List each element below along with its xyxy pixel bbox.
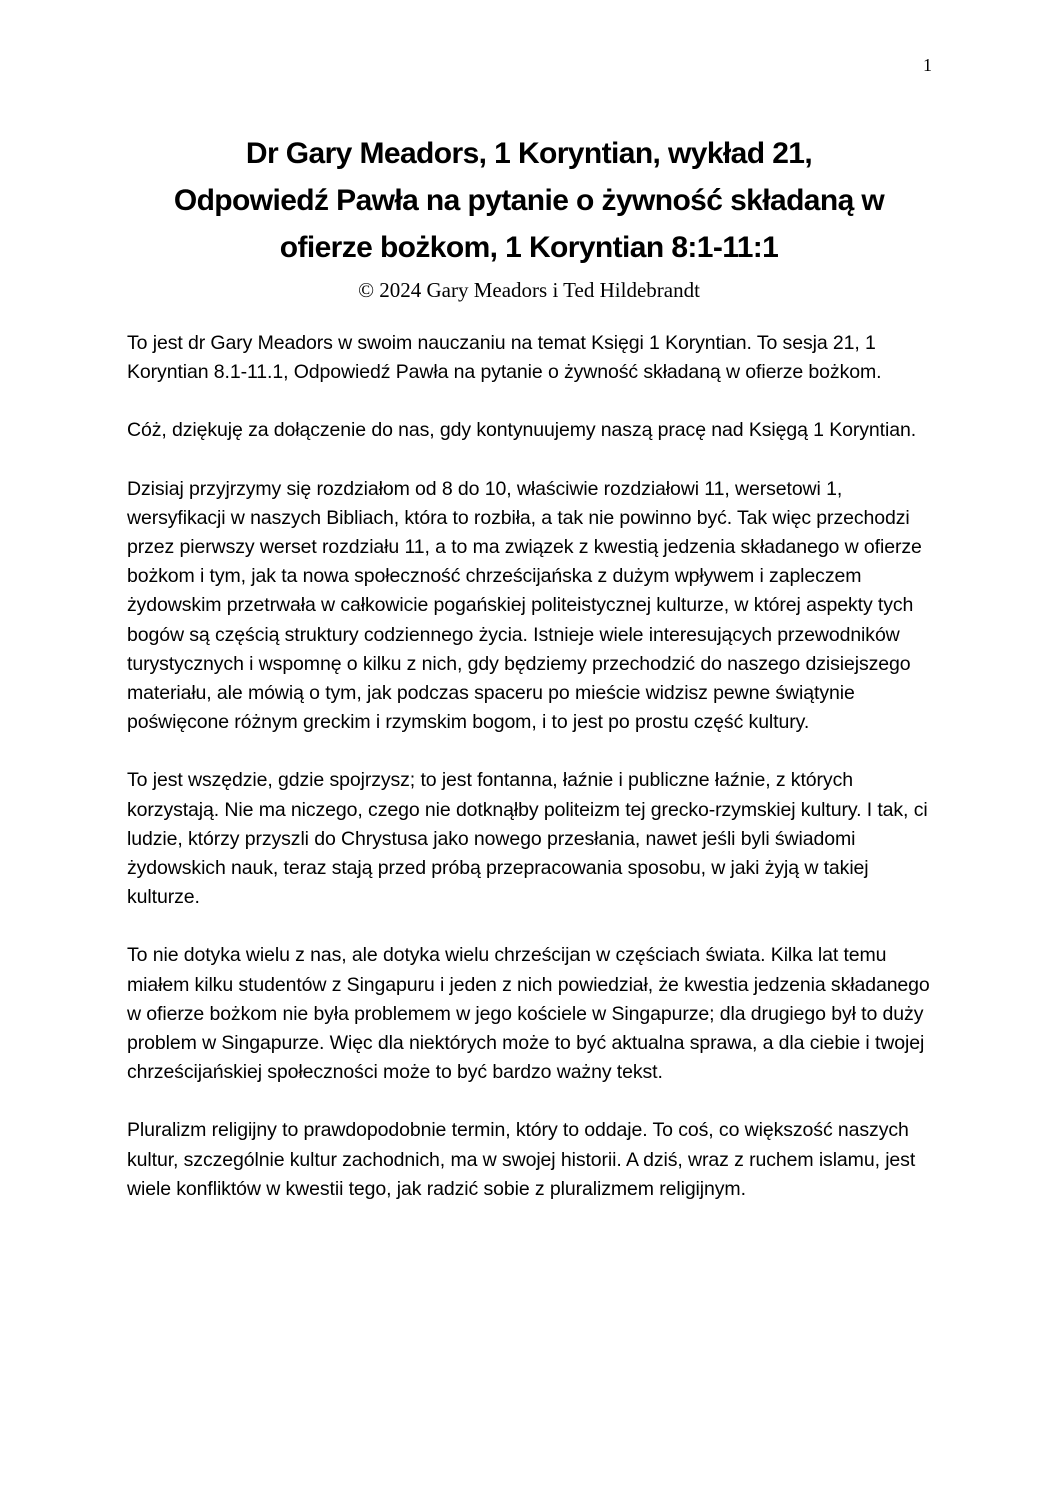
paragraph-6: Pluralizm religijny to prawdopodobnie termin, który to oddaje. To coś, co większość naszych kultur, szczególnie kultur zachodnich, ma w swojej historii. A dziś, wraz z ruchem islamu, jest wiele konfliktów w kwestii tego, jak radzić sobie z pluralizmem religijnym. — [127, 1119, 916, 1200]
paragraph-3: Dzisiaj przyjrzymy się rozdziałom od 8 do 10, właściwie rozdziałowi 11, wersetowi 1, wersyfikacji w naszych Bibliach, która to rozbiła, a tak nie powinno być. Tak więc przechodzi przez pierwszy werset rozdziału 11, a to ma związek z kwestią jedzenia składanego w ofierze bożkom i tym, jak ta nowa społeczność chrześcijańska z dużym wpływem i zapleczem żydowskim przetrwała w całkowicie pogańskiej politeistycznej kulturze, w której aspekty tych bogów są częścią struktury codziennego życia. Istnieje wiele interesujących przewodników turystycznych i wspomnę o kilku z nich, gdy będziemy przechodzić do naszego dzisiejszego materiału, ale mówią o tym, jak podczas spaceru po mieście widzisz pewne świątynie poświęcone różnym greckim i rzymskim bogom, i to jest po prostu część kultury. — [127, 477, 922, 734]
paragraph-2: Cóż, dziękuję za dołączenie do nas, gdy kontynuujemy naszą pracę nad Księgą 1 Koryntian. — [127, 419, 917, 442]
document-title-line-2: Odpowiedź Pawła na pytanie o żywność składaną w — [173, 184, 885, 217]
page-number: 1 — [923, 55, 932, 75]
copyright-line: © 2024 Gary Meadors i Ted Hildebrandt — [358, 278, 700, 302]
document-title-line-3: ofierze bożkom, 1 Koryntian 8:1-11:1 — [279, 231, 779, 264]
paragraph-4: To jest wszędzie, gdzie spojrzysz; to jest fontanna, łaźnie i publiczne łaźnie, z których korzystają. Nie ma niczego, czego nie dotknąłby politeizm tej grecko-rzymskiej kultury. I tak, ci ludzie, którzy przyszli do Chrystusa jako nowego przesłania, nawet jeśli byli świadomi żydowskich nauk, teraz stają przed próbą przepracowania sposobu, w jaki żyją w takiej kulturze. — [127, 769, 928, 909]
paragraph-5: To nie dotyka wielu z nas, ale dotyka wielu chrześcijan w częściach świata. Kilka lat temu miałem kilku studentów z Singapuru i jeden z nich powiedział, że kwestia jedzenia składanego w ofierze bożkom nie była problemem w jego kościele w Singapurze; dla drugiego był to duży problem w Singapurze. Więc dla niektórych może to być aktualna sprawa, a dla ciebie i twojej chrześcijańskiej społeczności może to być bardzo ważny tekst. — [127, 944, 930, 1084]
document-title-line-1: Dr Gary Meadors, 1 Koryntian, wykład 21, — [245, 137, 813, 170]
paragraph-1: To jest dr Gary Meadors w swoim nauczaniu na temat Księgi 1 Koryntian. To sesja 21, 1 Koryntian 8.1-11.1, Odpowiedź Pawła na pytanie o żywność składaną w ofierze bożkom. — [127, 332, 882, 384]
document-title — [85, 0, 973, 271]
document-body — [127, 329, 933, 1204]
